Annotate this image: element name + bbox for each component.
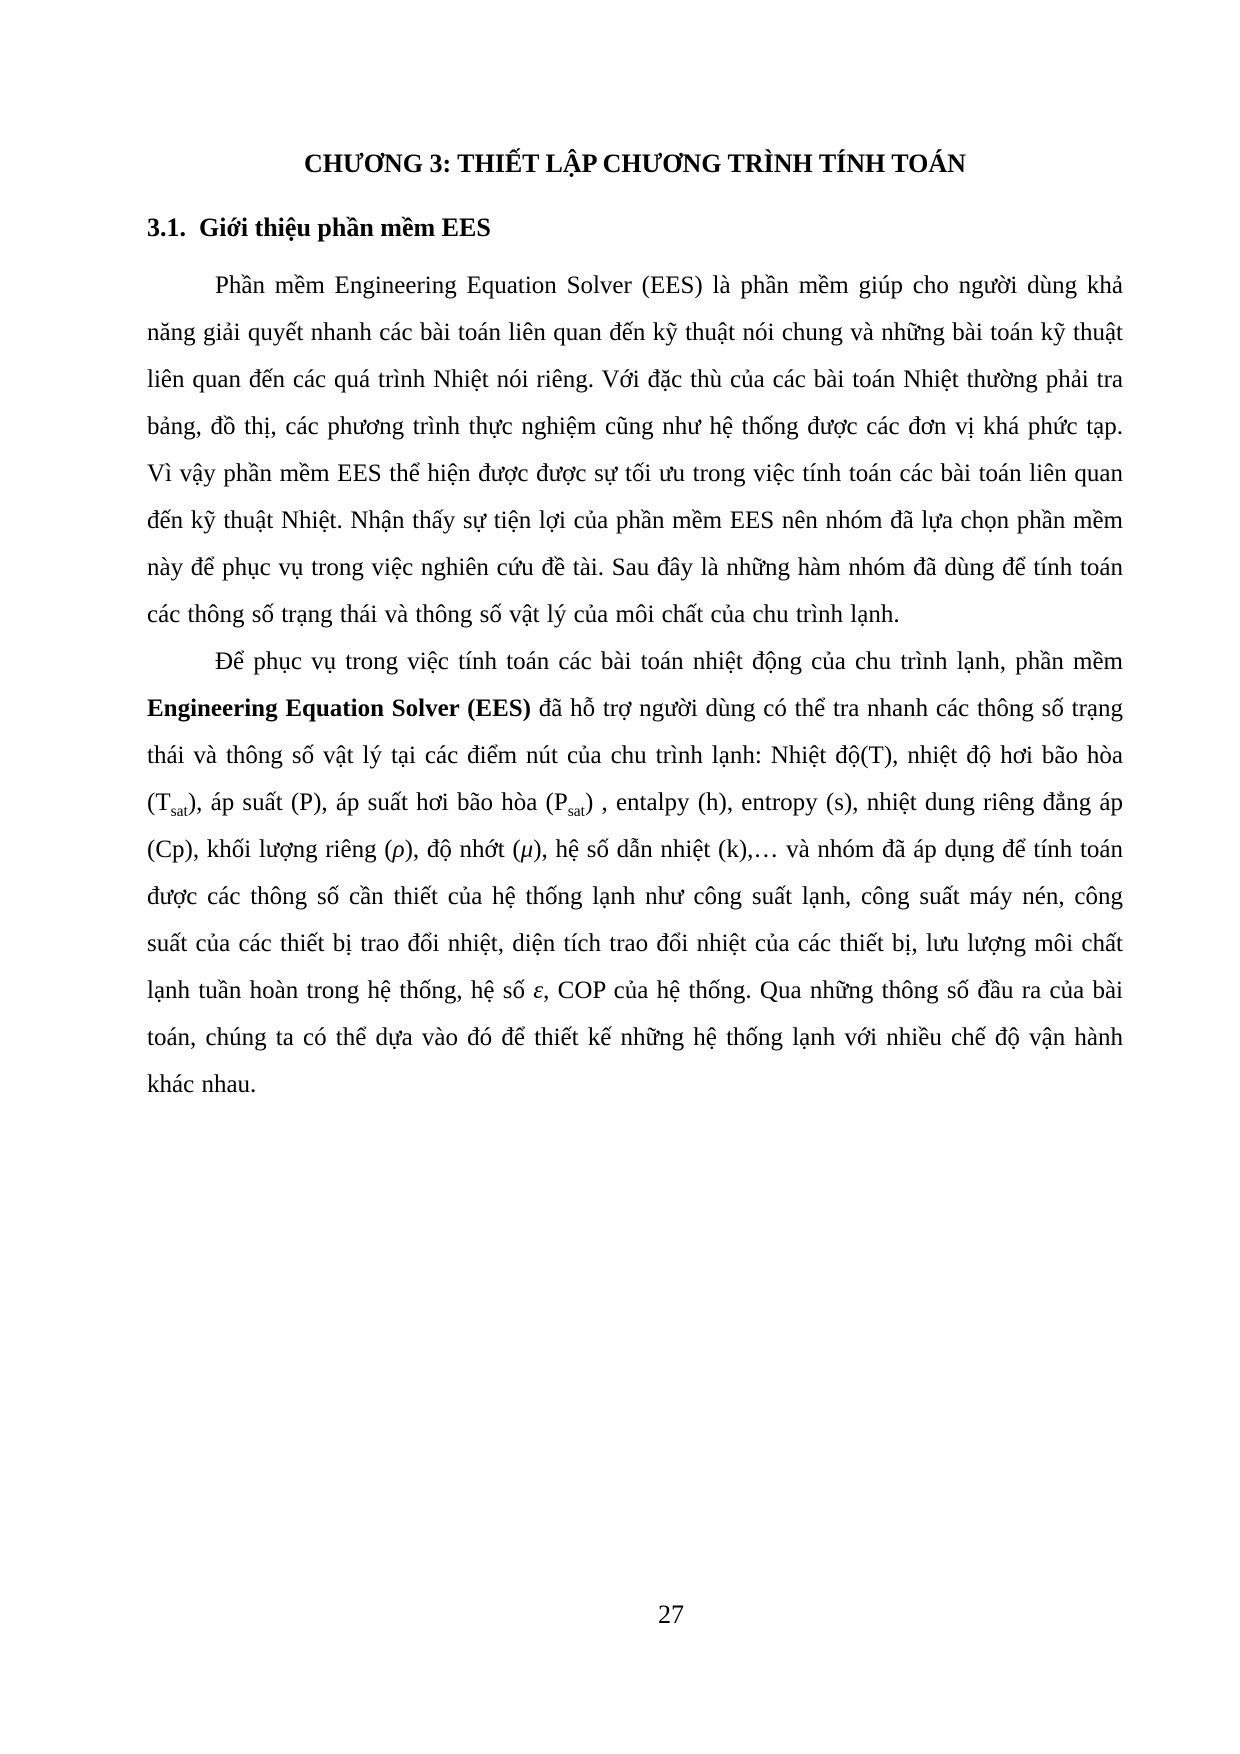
text-run: Phần mềm Engineering Equation Solver (EES) là phần mềm giúp cho người dùng khả năng giải quyết nhanh các bài toán liên quan đến kỹ thuật nói chung và những bài toán kỹ thuật liên quan đến các quá trình Nhiệt nói riêng. Với đặc thù của các bài toán Nhiệt thường phải tra bảng, đồ thị, các phương trình thực nghiệm cũng như hệ thống được các đơn vị khá phức tạp. Vì vậy phần mềm EES thể hiện được được sự tối ưu trong việc tính toán các bài toán liên quan đến kỹ thuật Nhiệt. Nhận thấy sự tiện lợi của phần mềm EES nên nhóm đã lựa chọn phần mềm này để phục vụ trong việc nghiên cứu đề tài. Sau đây là những hàm nhóm đã dùng để tính toán các thông số trạng thái và thông số vật lý của môi chất của chu trình lạnh. <box>147 272 1123 628</box>
text-run: ), hệ số dẫn nhiệt (k),… và nhóm đã áp dụng để tính toán được các thông số cần thiết của hệ thống lạnh như công suất lạnh, công suất máy nén, công suất của các thiết bị trao đổi nhiệt, diện tích trao đổi nhiệt của các thiết bị, lưu lượng môi chất lạnh tuần hoàn trong hệ thống, hệ số <box>147 836 1123 1004</box>
section-number: 3.1. <box>147 213 186 242</box>
section-heading <box>147 212 1123 244</box>
subscript-run: sat <box>170 803 188 820</box>
paragraph-ees-functions <box>147 638 1123 1108</box>
italic-run: ρ <box>392 836 405 863</box>
body-text <box>147 262 1123 1108</box>
subscript-run: sat <box>567 803 585 820</box>
page-number: 27 <box>658 1600 684 1629</box>
chapter-title: CHƯƠNG 3: THIẾT LẬP CHƯƠNG TRÌNH TÍNH TOÁN <box>304 149 966 178</box>
section-label: Giới thiệu phần mềm EES <box>199 213 491 242</box>
italic-run: μ <box>520 836 534 863</box>
text-run: ) , entalpy (h), entropy (s), nhiệt dung riêng đẳng áp (Cp), khối lượng riêng ( <box>147 789 1124 863</box>
italic-run: ε <box>533 977 544 1004</box>
text-run: , COP của hệ thống. Qua những thông số đầu ra của bài toán, chúng ta có thể dựa vào đó để thiết kế những hệ thống lạnh với nhiều chế độ vận hành khác nhau. <box>147 977 1123 1098</box>
text-run: ), độ nhớt ( <box>404 836 521 863</box>
text-run: ), áp suất (P), áp suất hơi bão hòa (P <box>187 789 568 816</box>
paragraph-intro-ees <box>147 262 1123 638</box>
text-run: Để phục vụ trong việc tính toán các bài toán nhiệt động của chu trình lạnh, phần mềm <box>215 648 1123 675</box>
text-run: đã hỗ trợ người dùng có thể tra nhanh các thông số trạng thái và thông số vật lý tại các điểm nút của chu trình lạnh: Nhiệt độ(T), nhiệt độ hơi bão hòa (T <box>147 695 1123 816</box>
bold-run: Engineering Equation Solver (EES) <box>147 695 531 722</box>
